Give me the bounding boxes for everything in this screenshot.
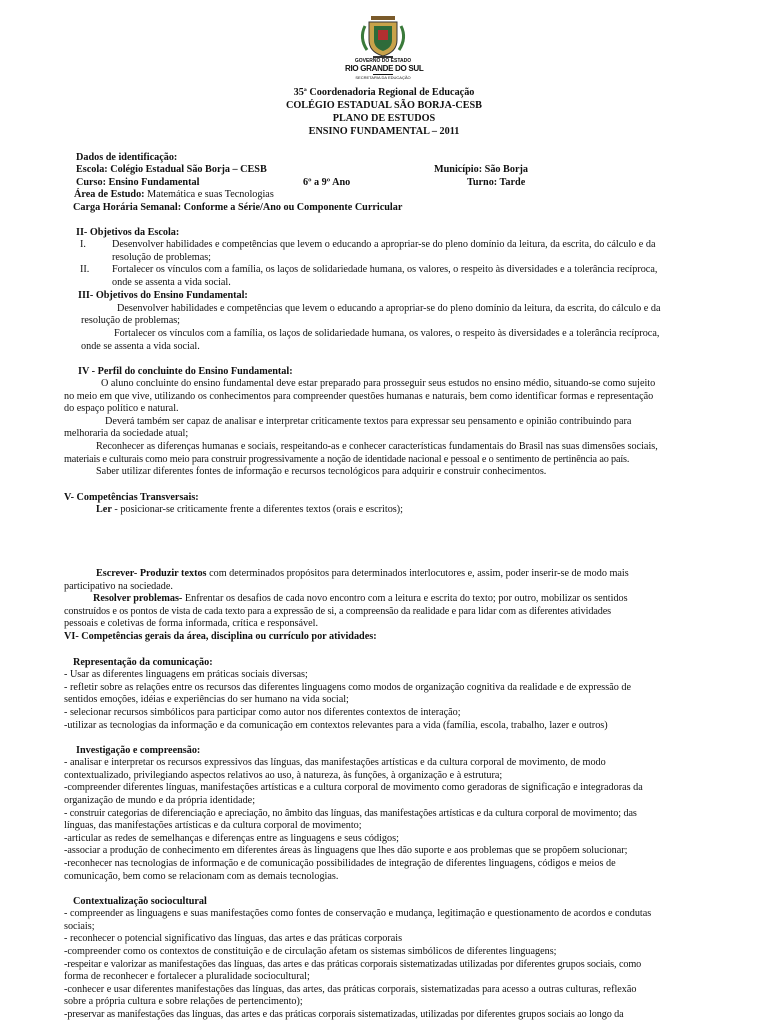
title-line-4: ENSINO FUNDAMENTAL – 2011 xyxy=(308,126,460,137)
sec4-line-4: Deverá também ser capaz de analisar e interpretar criticamente textos para expressar seu pensamento e opinião contribuindo para xyxy=(105,416,632,427)
sec5-resolver-line-3: pessoais e coletivas de forma informada, crítica e responsável. xyxy=(64,618,319,629)
sec2-item-2-line-2: onde se assenta a vida social. xyxy=(112,277,231,288)
sec6-inv-heading: Investigação e compreensão: xyxy=(76,745,201,756)
sec5-escrever-line-2: participativo na sociedade. xyxy=(64,581,173,592)
sec6-inv-line-7: -articular as redes de semelhanças e diferenças entre as linguagens e seus códigos; xyxy=(64,833,399,844)
ident-municipio: Município: São Borja xyxy=(434,164,528,175)
sec6-ctx-line-6: forma de reconhecer e fortalecer a pluralidade sociocultural; xyxy=(64,971,310,982)
sec5-resolver xyxy=(93,593,628,606)
sec6-rep-line-4: - selecionar recursos simbólicos para participar como autor nos diferentes contextos de interação; xyxy=(64,707,461,718)
sec5-ler-label: Ler xyxy=(96,504,112,515)
sec6-inv-line-9: -reconhecer nas tecnologias de informação e de comunicação possibilidades de integração de diferentes linguagens, códigos e meios de xyxy=(64,858,616,869)
sec4-line-3: do espaço político e natural. xyxy=(64,403,179,414)
sec4-line-1: O aluno concluinte do ensino fundamental deve estar preparado para prosseguir seus estudos no ensino médio, situando-se como sujeito xyxy=(101,378,656,389)
sec5-escrever-text: com determinados propósitos para determinados interlocutores e, assim, poder inserir-se de modo mais xyxy=(206,568,629,579)
ident-escola: Escola: Colégio Estadual São Borja – CESB xyxy=(76,164,267,175)
sec6-inv-line-8: -associar a produção de conhecimento em diferentes áreas às linguagens que lhes dão suporte e aos problemas que se propõem solucionar; xyxy=(64,845,628,856)
sec5-resolver-line-2: construídos e os pontos de vista de cada texto para a expressão de si, a compreensão da realidade e para lidar com as diferentes atividades xyxy=(64,606,612,617)
sec5-resolver-text: Enfrentar os desafios de cada novo encontro com a leitura e escrita do texto; por outro, mobilizar os sentidos xyxy=(182,593,628,604)
sec6-rep-line-5: -utilizar as tecnologias da informação e da comunicação em contextos relevantes para a vida (família, escola, trabalho, lazer e outros) xyxy=(64,720,608,731)
ident-area xyxy=(74,189,274,202)
sec3-line-3: Fortalecer os vínculos com a família, os laços de solidariedade humana, os valores, o respeito às diversidades e a tolerância recíproca, xyxy=(114,328,660,339)
sec6-inv-line-1: - analisar e interpretar os recursos expressivos das línguas, das manifestações artísticas e da cultura corporal de movimento, de modo xyxy=(64,757,606,768)
title-line-3: PLANO DE ESTUDOS xyxy=(332,113,436,124)
sec6-inv-line-2: contextualizado, privilegiando aspectos relativos ao uso, à natureza, às funções, à organização e à estrutura; xyxy=(64,770,503,781)
sec2-heading: II- Objetivos da Escola: xyxy=(76,227,180,238)
sec4-line-6: Reconhecer as diferenças humanas e sociais, respeitando-as e conhecer características fundamentais do Brasil nas suas dimensões sociais, xyxy=(96,441,658,452)
sec6-inv-line-3: -compreender diferentes línguas, manifestações artísticas e a cultura corporal de movimento como geradoras de significação e integradoras da xyxy=(64,782,643,793)
ident-area-value: Matemática e suas Tecnologias xyxy=(144,189,274,200)
sec6-rep-line-1: - Usar as diferentes linguagens em práticas sociais diversas; xyxy=(64,669,308,680)
sec2-item-1-num: I. xyxy=(80,239,86,250)
sec5-resolver-label: Resolver problemas- xyxy=(93,593,183,604)
sec6-ctx-line-5: -respeitar e valorizar as manifestações das línguas, das artes e das práticas corporais sistematizadas utilizadas por diferentes grupos sociais, como xyxy=(64,959,642,970)
sec6-ctx-line-7: -conhecer e usar diferentes manifestações das línguas, das artes, das práticas corporais, sistematizadas para acesso a outras culturas, reflexão xyxy=(64,984,637,995)
sec3-line-4: onde se assenta a vida social. xyxy=(81,341,200,352)
sec4-line-8: Saber utilizar diferentes fontes de informação e recursos tecnológicos para adquirir e construir conhecimentos. xyxy=(96,466,547,477)
sec5-heading: V- Competências Transversais: xyxy=(64,492,199,503)
gov-line-1: GOVERNO DO ESTADO xyxy=(354,58,412,64)
sec4-heading: IV - Perfil do concluinte do Ensino Fundamental: xyxy=(78,366,293,377)
sec3-line-1: Desenvolver habilidades e competências que levem o educando a apropriar-se do pleno domínio da leitura, da escrita, do cálculo e da xyxy=(117,303,661,314)
sec6-ctx-line-8: sobre a própria cultura e sobre relações de pertencimento); xyxy=(64,996,303,1007)
sec6-inv-line-4: organização de mundo e da própria identidade; xyxy=(64,795,256,806)
sec4-line-2: no meio em que vive, utilizando os conhecimentos para compreender questões humanas e naturais, bem como identificar formas e representação xyxy=(64,391,654,402)
sec4-line-7: materiais e culturais como meio para construir progressivamente a noção de identidade nacional e pessoal e o sentimento de pertinência ao país. xyxy=(64,454,630,465)
sec6-ctx-heading: Contextualização sociocultural xyxy=(73,896,207,907)
sec4-line-5: melhoraria da sociedade atual; xyxy=(64,428,189,439)
gov-line-3: SECRETARIA DA EDUCAÇÃO xyxy=(355,75,411,80)
sec2-item-2-line-1: Fortalecer os vínculos com a família, os laços de solidariedade humana, os valores, o respeito às diversidades e a tolerância recíproca, xyxy=(112,264,658,275)
sec6-rep-heading: Representação da comunicação: xyxy=(73,657,213,668)
sec3-line-2: resolução de problemas; xyxy=(81,315,181,326)
sec6-inv-line-10: comunicação, bem como se relacionam com as demais tecnologias. xyxy=(64,871,339,882)
sec3-heading: III- Objetivos do Ensino Fundamental: xyxy=(78,290,248,301)
sec6-ctx-line-4: -compreender como os contextos de constituição e de circulação afetam os sistemas simbólicos de diferentes linguagens; xyxy=(64,946,557,957)
ident-carga: Carga Horária Semanal: Conforme a Série/Ano ou Componente Curricular xyxy=(73,202,403,213)
gov-line-2: RIO GRANDE DO SUL xyxy=(345,64,424,73)
state-coat-of-arms-logo xyxy=(345,14,424,84)
sec6-ctx-line-9: -preservar as manifestações das línguas, das artes e das práticas corporais sistematizadas, utilizadas por diferentes grupos sociais ao longo da xyxy=(64,1009,624,1020)
sec6-heading: VI- Competências gerais da área, disciplina ou currículo por atividades: xyxy=(64,631,377,642)
title-line-2: COLÉGIO ESTADUAL SÃO BORJA-CESB xyxy=(286,100,482,111)
sec6-rep-line-2: - refletir sobre as relações entre os recursos das diferentes linguagens como modos de organização cognitiva da realidade e de expressão de xyxy=(64,682,631,693)
ident-area-label: Área de Estudo: xyxy=(74,189,145,200)
ident-curso: Curso: Ensino Fundamental xyxy=(76,177,200,188)
sec2-item-1-line-2: resolução de problemas; xyxy=(112,252,212,263)
sec6-inv-line-6: línguas, das manifestações artísticas e da cultura corporal de movimento; xyxy=(64,820,362,831)
title-line-1: 35ª Coordenadoria Regional de Educação xyxy=(293,87,475,98)
ident-ano: 6º a 9º Ano xyxy=(303,177,351,188)
ident-heading: Dados de identificação: xyxy=(76,152,178,163)
sec6-ctx-line-3: - reconhecer o potencial significativo das línguas, das artes e das práticas corporais xyxy=(64,933,403,944)
sec5-escrever xyxy=(96,568,629,581)
sec2-item-2-num: II. xyxy=(80,264,90,275)
ident-turno: Turno: Tarde xyxy=(467,177,526,188)
sec5-escrever-label: Escrever- Produzir textos xyxy=(96,568,207,579)
sec6-ctx-line-1: - compreender as linguagens e suas manifestações como fontes de conservação e mudança, legitimação e questionamento de acordos e condutas xyxy=(64,908,652,919)
sec5-ler xyxy=(96,504,403,517)
sec5-ler-text: - posicionar-se criticamente frente a diferentes textos (orais e escritos); xyxy=(111,504,403,515)
sec6-rep-line-3: sentidos emoções, idéias e experiências do ser humano na vida social; xyxy=(64,694,349,705)
sec6-inv-line-5: - construir categorias de diferenciação e apreciação, no âmbito das línguas, das manifestações artísticas e da cultura corporal de movimento; das xyxy=(64,808,637,819)
sec6-ctx-line-2: sociais; xyxy=(64,921,95,932)
sec2-item-1-line-1: Desenvolver habilidades e competências que levem o educando a apropriar-se do pleno domínio da leitura, da escrita, do cálculo e da xyxy=(112,239,656,250)
